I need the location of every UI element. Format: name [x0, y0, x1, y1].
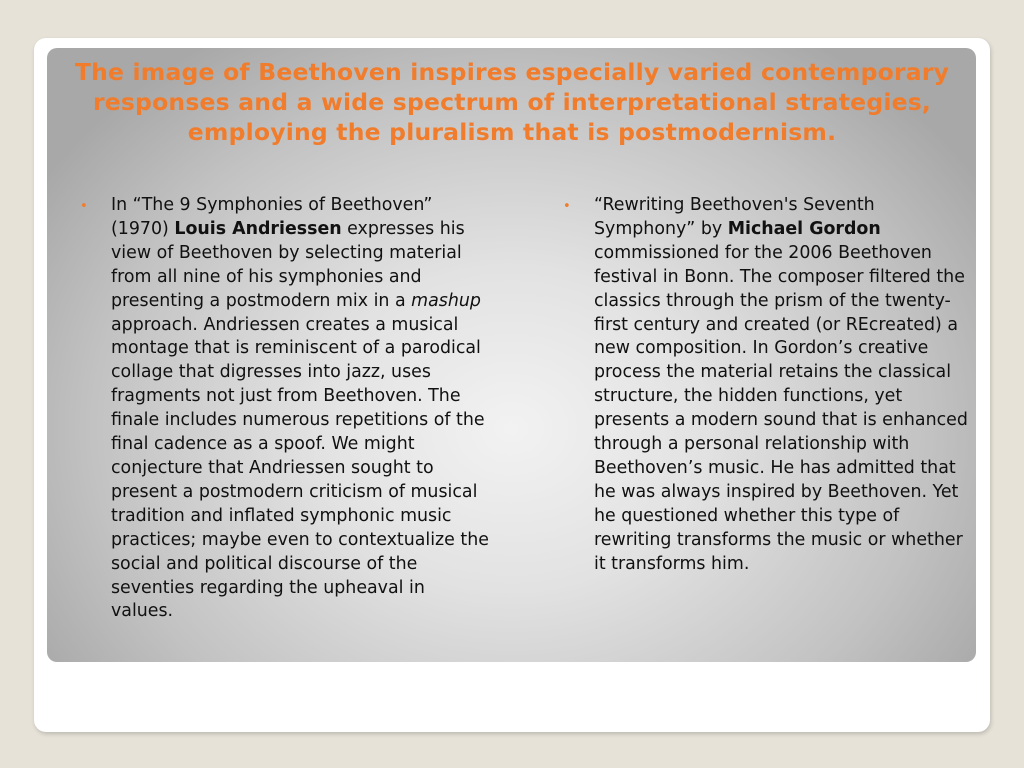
bullet-icon: • — [80, 199, 88, 214]
gordon-text-1: “Rewriting Beethoven's Seventh Symphony” by — [594, 195, 875, 239]
gordon-text-2: commissioned for the 2006 Beethoven festival in Bonn. The composer filtered the classics through the prism of the twenty-first century and created (or REcreated) a new composition. In Gordon’s creative process the material retains the classical structure, the hidden functions, yet presents a modern sound that is enhanced through a personal relationship with Beethoven’s music. He has admitted that he was always inspired by Beethoven. Yet he questioned whether this type of rewriting transforms the music or whether it transforms him. — [594, 242, 968, 574]
gordon-bullet — [563, 194, 977, 577]
andriessen-text-3: approach. Andriessen creates a musical montage that is reminiscent of a parodical collage that digresses into jazz, uses fragments not just from Beethoven. The finale includes numerous repetitions of the final cadence as a spoof. We might conjecture that Andriessen sought to present a postmodern criticism of musical tradition and inflated symphonic music practices; maybe even to contextualize the social and political discourse of the seventies regarding the upheaval in values. — [111, 314, 489, 622]
slide-title: The image of Beethoven inspires especially varied contemporary responses and a wide spectrum of interpretational strategies, employing the pluralism that is postmodernism. — [74, 58, 950, 146]
andriessen-text-2: expresses his view of Beethoven by selecting material from all nine of his symphonies and presenting a postmodern mix in a — [111, 218, 465, 311]
bullet-icon: • — [563, 199, 571, 214]
andriessen-bullet — [80, 194, 490, 624]
andriessen-text-1: In “The 9 Symphonies of Beethoven” (1970) — [111, 195, 433, 239]
andriessen-name: Louis Andriessen — [174, 218, 342, 239]
mashup-term: mashup — [411, 290, 481, 311]
left-column — [80, 194, 490, 624]
gordon-name: Michael Gordon — [727, 218, 881, 239]
right-column — [563, 194, 977, 577]
